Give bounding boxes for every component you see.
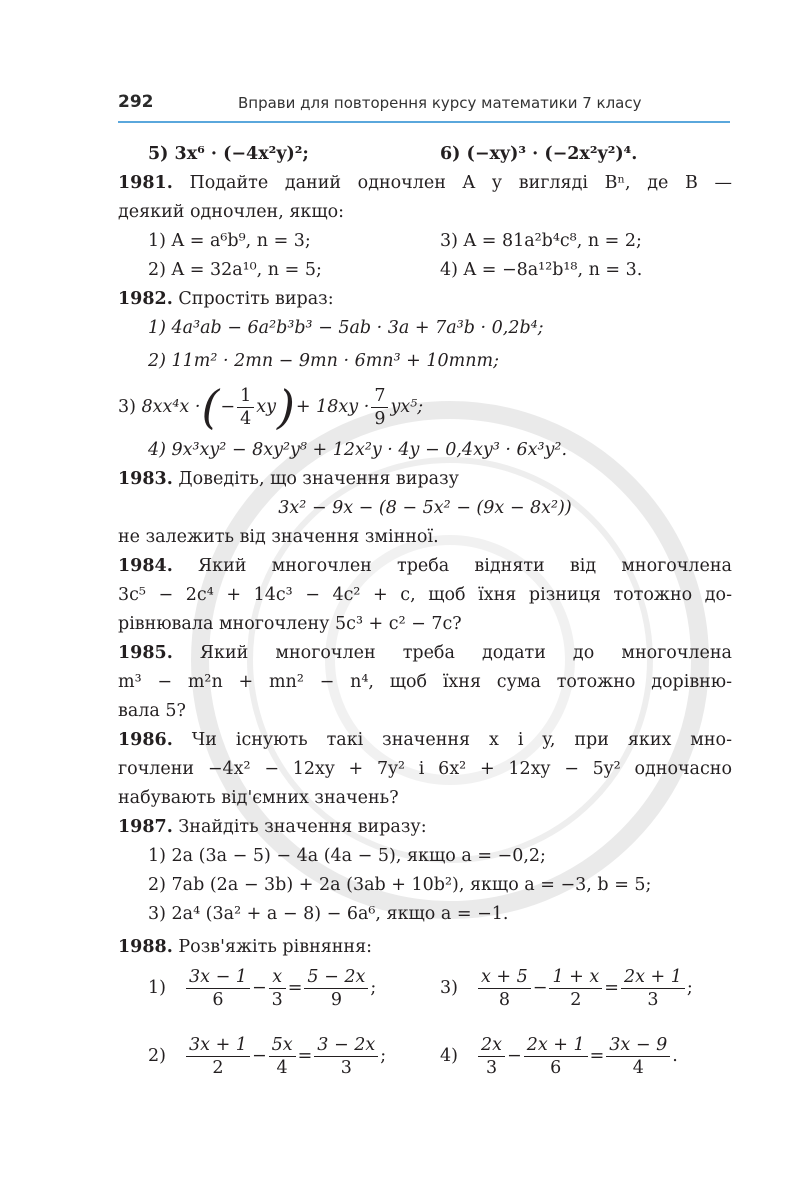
problem-1988: 1988. Розв'яжіть рівняння: — [118, 937, 373, 957]
problem-1986: 1986. Чи існують такі значення x і y, при яких мно- — [118, 730, 732, 750]
problem-1983-expression: 3x² − 9x − (8 − 5x² − (9x − 8x²)) — [278, 498, 572, 518]
equation-3: 3) x + 5 8 − $\frac{1 + x}{2}$ = $\frac{2x + 1}{3}$ ; — [440, 967, 693, 1010]
problem-1981-items: 2) A = 32a¹⁰, n = 5; 4) A = −8a¹²b¹⁸, n = 3. — [148, 260, 643, 280]
problem-1982-item: 4) 9x³xy² − 8xy²y⁸ + 12x²y · 4y − 0,4xy³ · 6x³y². — [148, 440, 568, 460]
problem-1985-text: вала 5? — [118, 701, 186, 721]
problem-1984-text: рівнювала многочлену 5c³ + c² − 7c? — [118, 614, 462, 634]
problem-1985: 1985. Який многочлен треба додати до многочлена — [118, 643, 732, 663]
problem-1987-item: 2) 7ab (2a − 3b) + 2a (3ab + 10b²), якщо a = −3, b = 5; — [148, 875, 652, 895]
problem-1986-text: набувають від'ємних значень? — [118, 788, 399, 808]
problem-1987-item: 1) 2a (3a − 5) − 4a (4a − 5), якщо a = −0,2; — [148, 846, 546, 866]
page-content — [118, 140, 732, 1098]
problem-1986-text: гочлени −4x² − 12xy + 7y² і 6x² + 12xy − 5y² одночасно — [118, 759, 732, 779]
problem-1981: 1981. Подайте даний одночлен A у вигляді Bⁿ, де B — — [118, 173, 732, 193]
header-rule — [118, 121, 730, 123]
equation-2: 2) 3x + 1 2 − $\frac{5x}{4}$ = $\frac{3 - 2x}{3}$ ; — [148, 1035, 387, 1078]
equation-4: 4) 2x 3 − $\frac{2x + 1}{6}$ = $\frac{3x - 9}{4}$ . — [440, 1035, 678, 1078]
equations-row — [118, 1034, 732, 1098]
exercise-line: 5) 3x⁶ · (−4x²y)²; 6) (−xy)³ · (−2x²y²)⁴. — [148, 144, 638, 164]
problem-1983-text: не залежить від значення змінної. — [118, 527, 439, 547]
page-number: 292 — [118, 92, 154, 112]
right-paren: ) — [276, 380, 295, 434]
problem-1987: 1987. Знайдіть значення виразу: — [118, 817, 427, 837]
problem-1982: 1982. Спростіть вираз: — [118, 289, 334, 309]
equations-row — [118, 966, 732, 1030]
problem-1984: 1984. Який многочлен треба відняти від многочлена — [118, 556, 732, 576]
problem-1984-text: 3c⁵ − 2c⁴ + 14c³ − 4c² + c, щоб їхня різниця тотожно до- — [118, 585, 732, 605]
equation-1: 1) 3x − 1 6 − $\frac{x}{3}$ = $\frac{5 - 2x}{9}$ ; — [148, 967, 377, 1010]
problem-1981-text: деякий одночлен, якщо: — [118, 202, 345, 222]
problem-1987-item: 3) 2a⁴ (3a² + a − 8) − 6a⁶, якщо a = −1. — [148, 904, 509, 924]
running-header: Вправи для повторення курсу математики 7 класу — [238, 94, 642, 112]
problem-1982-item: 1) 4a³ab − 6a²b³b³ − 5ab · 3a + 7a³b · 0,2b⁴; — [148, 318, 544, 338]
left-paren: ( — [201, 380, 220, 434]
problem-1985-text: m³ − m²n + mn² − n⁴, щоб їхня сума тотожно дорівню- — [118, 672, 732, 692]
problem-1981-items: 1) A = a⁶b⁹, n = 3; 3) A = 81a²b⁴c⁸, n = 2; — [148, 231, 642, 251]
problem-1982-item-3: 3) 8xx⁴x · ( − $\frac{1}{4}$ xy ) + 18xy · 7 9 yx⁵; — [118, 380, 424, 434]
problem-1982-item: 2) 11m² · 2mn − 9mn · 6mn³ + 10mnm; — [148, 351, 499, 371]
problem-1983: 1983. Доведіть, що значення виразу — [118, 469, 459, 489]
